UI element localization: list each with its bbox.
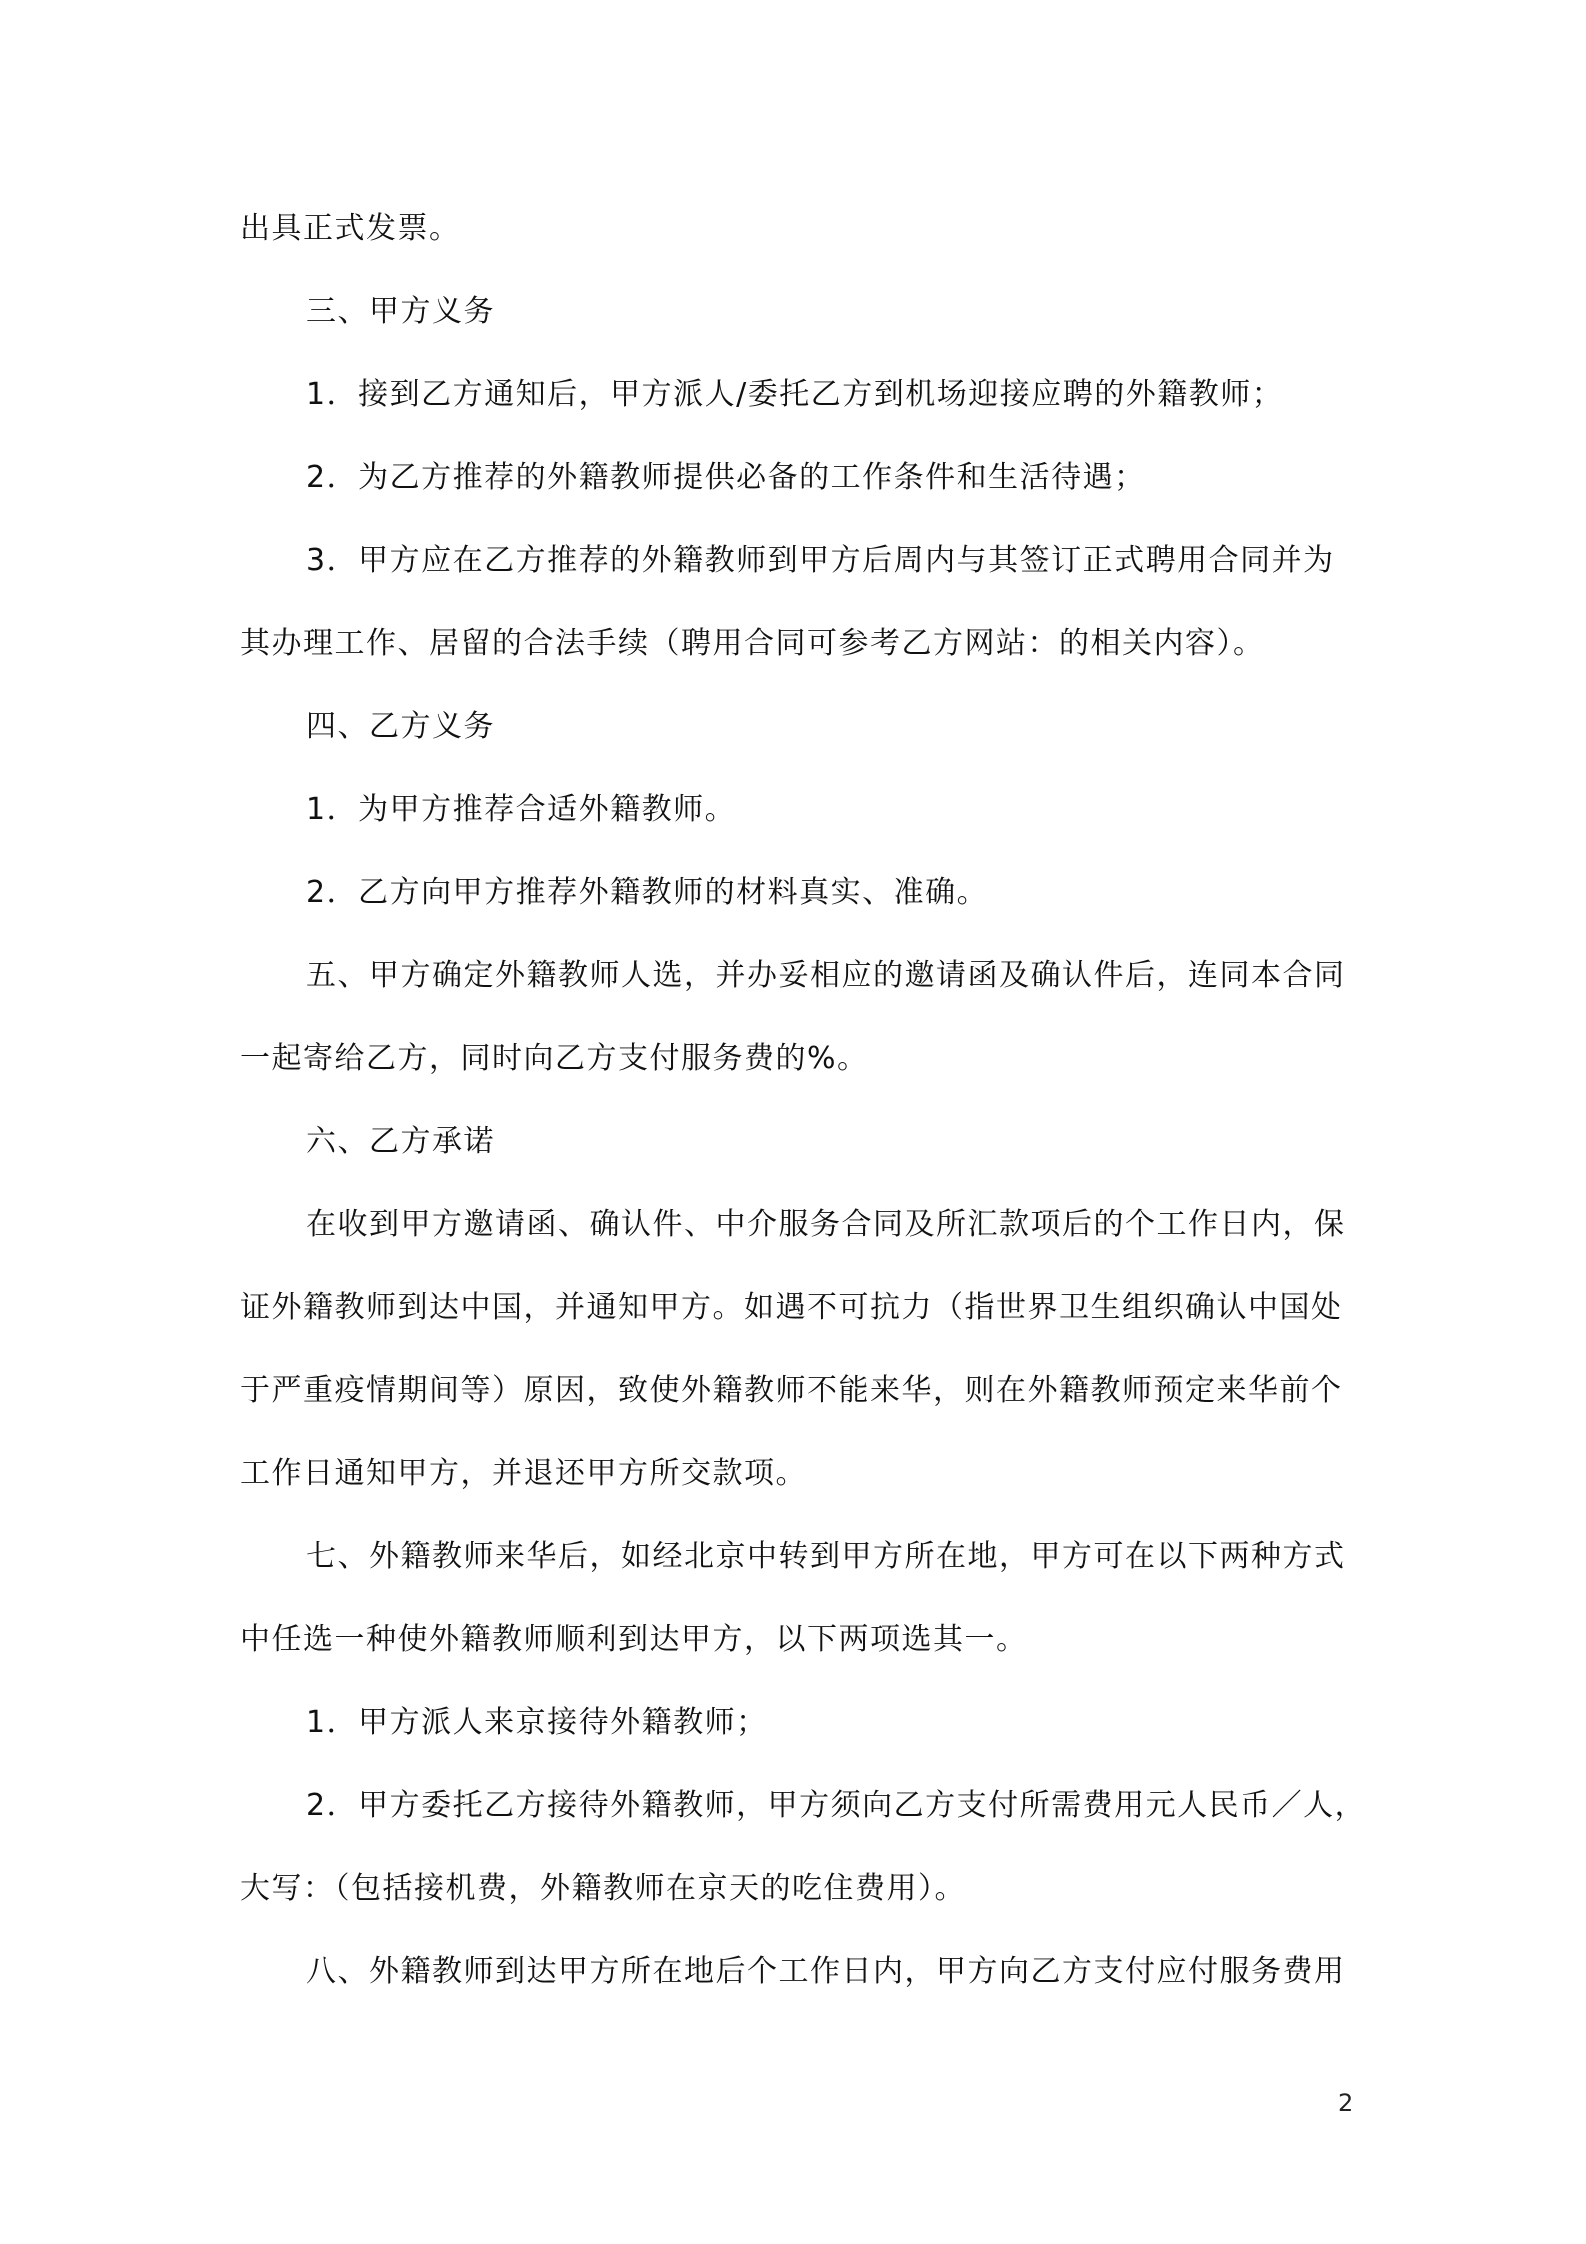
text-line: 3．甲方应在乙方推荐的外籍教师到甲方后周内与其签订正式聘用合同并为 <box>306 543 1335 578</box>
text-line: 2．甲方委托乙方接待外籍教师，甲方须向乙方支付所需费用元人民币／人， <box>306 1788 1367 1823</box>
text-line: 其办理工作、居留的合法手续（聘用合同可参考乙方网站：的相关内容）。 <box>240 626 1265 661</box>
text-line: 一起寄给乙方，同时向乙方支付服务费的%。 <box>240 1041 869 1076</box>
section-heading: 六、乙方承诺 <box>306 1124 495 1159</box>
text-line: 大写：（包括接机费，外籍教师在京天的吃住费用）。 <box>240 1871 966 1906</box>
text-line: 2．乙方向甲方推荐外籍教师的材料真实、准确。 <box>306 875 989 910</box>
section-heading: 七、外籍教师来华后，如经北京中转到甲方所在地，甲方可在以下两种方式 <box>306 1539 1346 1574</box>
text-line: 2．为乙方推荐的外籍教师提供必备的工作条件和生活待遇； <box>306 460 1146 495</box>
page-number: 2 <box>1338 2089 1354 2117</box>
text-line: 1．甲方派人来京接待外籍教师； <box>306 1705 768 1740</box>
text-line: 中任选一种使外籍教师顺利到达甲方，以下两项选其一。 <box>240 1622 1028 1657</box>
section-heading: 三、甲方义务 <box>306 294 495 329</box>
text-line: 在收到甲方邀请函、确认件、中介服务合同及所汇款项后的个工作日内，保 <box>306 1207 1346 1242</box>
text-line: 1．为甲方推荐合适外籍教师。 <box>306 792 737 827</box>
text-line: 证外籍教师到达中国，并通知甲方。如遇不可抗力（指世界卫生组织确认中国处 <box>240 1290 1343 1325</box>
text-line: 1．接到乙方通知后，甲方派人/委托乙方到机场迎接应聘的外籍教师； <box>306 377 1284 412</box>
text-line: 于严重疫情期间等）原因，致使外籍教师不能来华，则在外籍教师预定来华前个 <box>240 1373 1343 1408</box>
text-line: 工作日通知甲方，并退还甲方所交款项。 <box>240 1456 807 1491</box>
section-heading: 八、外籍教师到达甲方所在地后个工作日内，甲方向乙方支付应付服务费用 <box>306 1954 1346 1989</box>
section-heading: 四、乙方义务 <box>306 709 495 744</box>
text-line: 出具正式发票。 <box>240 211 461 246</box>
section-heading: 五、甲方确定外籍教师人选，并办妥相应的邀请函及确认件后，连同本合同 <box>306 958 1346 993</box>
